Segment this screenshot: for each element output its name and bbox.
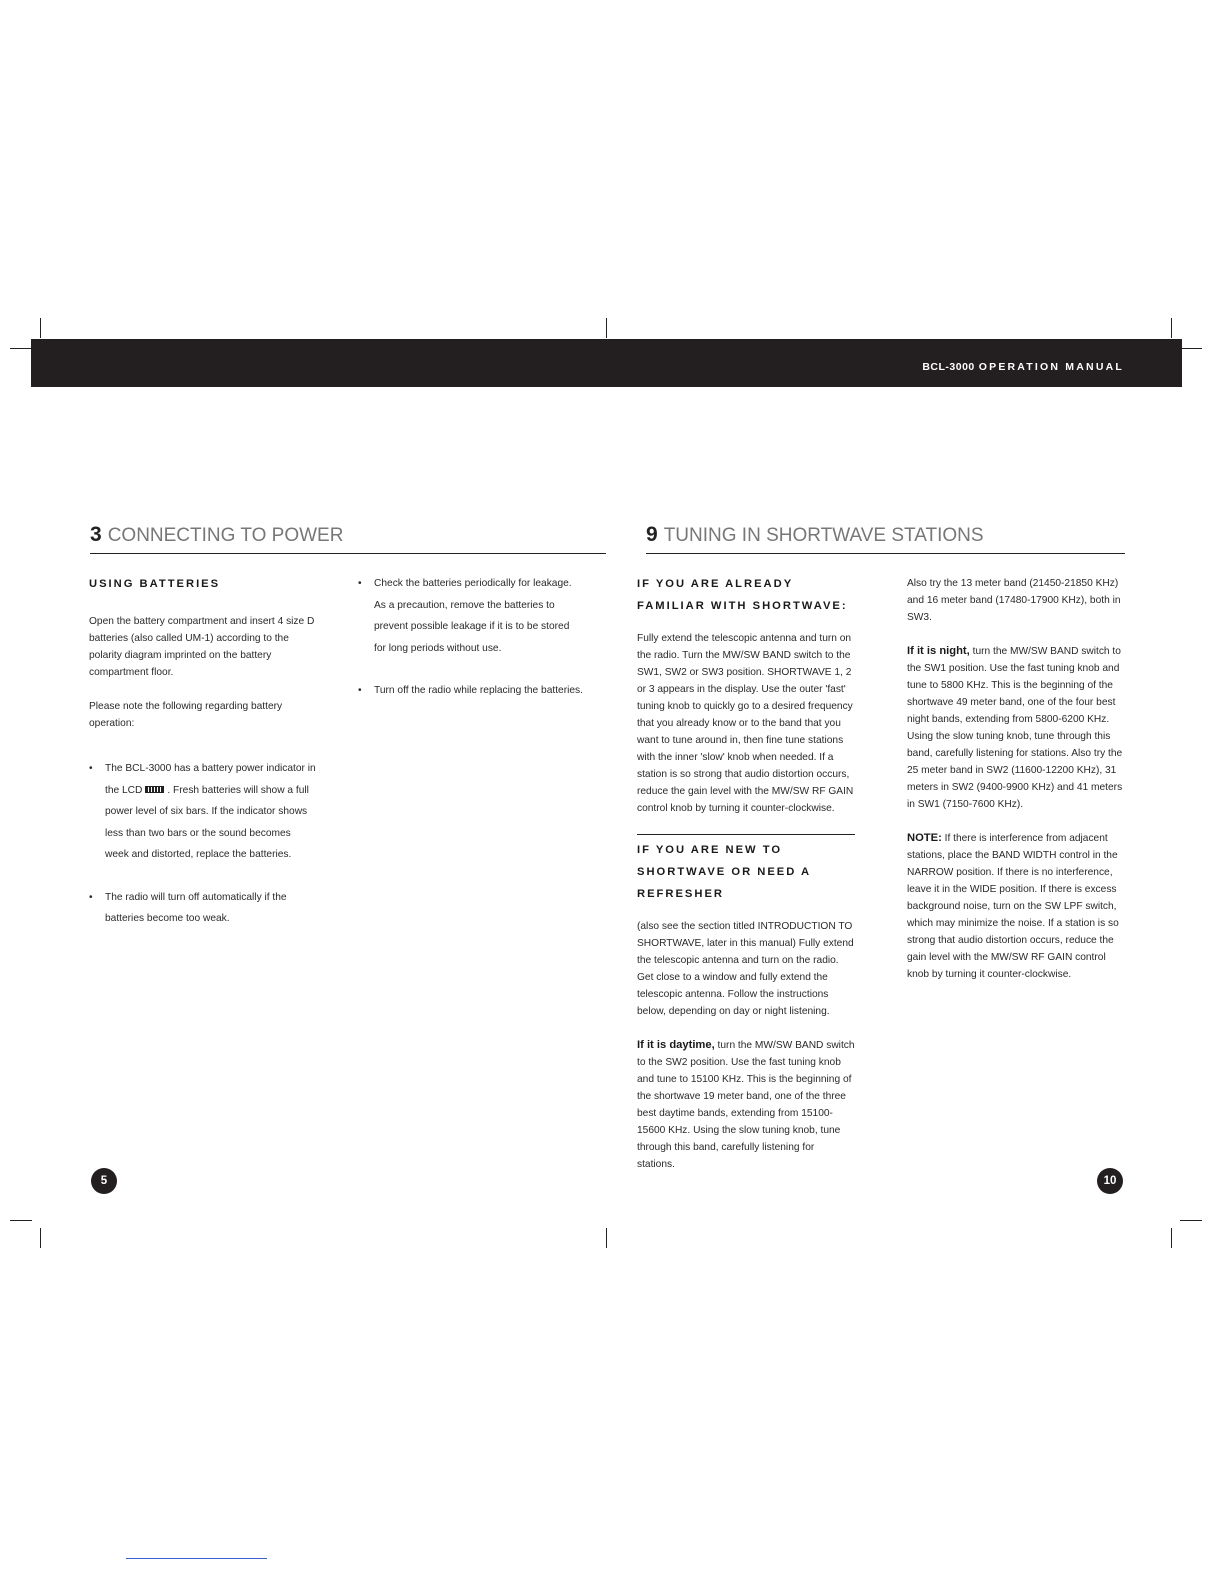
subheading-batteries: USING BATTERIES bbox=[89, 578, 221, 590]
list-item bbox=[89, 758, 317, 866]
list-item bbox=[89, 887, 317, 930]
bullet-text: The BCL-3000 has a battery power indicator in the LCD bbox=[105, 763, 316, 796]
section-heading-power bbox=[90, 522, 606, 554]
familiar-paragraph: Fully extend the telescopic antenna and turn on the radio. Turn the MW/SW BAND switch to the SW1, SW2 or SW3 position. SHORTWAVE 1, 2 or 3 appears in the display. Use the outer 'fast' tuning knob to quickly go to a desired frequency that you already know or to the band that you want to tune around in, then fine tune stations with the inner 'slow' knob when needed. If a station is so strong that audio distortion occurs, reduce the gain level with the MW/SW RF GAIN control knob by turning it counter-clockwise. bbox=[637, 633, 854, 814]
header-banner bbox=[31, 339, 1182, 387]
subheading-new: IF YOU ARE NEW TO SHORTWAVE OR NEED A REFRESHER bbox=[637, 844, 811, 900]
note-paragraph bbox=[907, 830, 1125, 983]
daytime-lead: If it is daytime, bbox=[637, 1039, 715, 1051]
daytime-paragraph bbox=[637, 1037, 855, 1173]
crop-mark bbox=[40, 318, 41, 338]
new-paragraph: (also see the section titled INTRODUCTION TO SHORTWAVE, later in this manual) Fully extend the telescopic antenna and turn on the radio. Get close to a window and fully extend the telescopic antenna. Follow the instructions below, depending on day or night listening. bbox=[637, 921, 854, 1017]
section-number: 9 bbox=[646, 523, 658, 546]
bullet-icon: • bbox=[89, 763, 93, 774]
bullet-text: Check the batteries periodically for leakage. As a precaution, remove the batteries to prevent possible leakage if it is to be stored for long periods without use. bbox=[374, 578, 572, 654]
page-number: 5 bbox=[91, 1168, 117, 1194]
battery-indicator-icon bbox=[145, 786, 164, 793]
crop-mark bbox=[606, 318, 607, 338]
link-underline bbox=[126, 1558, 267, 1559]
section-number: 3 bbox=[90, 523, 102, 546]
bullet-text: Turn off the radio while replacing the batteries. bbox=[374, 685, 583, 696]
bullet-text: The radio will turn off automatically if the batteries become too weak. bbox=[105, 891, 287, 924]
section-title: TUNING IN SHORTWAVE STATIONS bbox=[663, 525, 984, 546]
night-lead: If it is night, bbox=[907, 645, 970, 657]
subheading-familiar: IF YOU ARE ALREADY FAMILIAR WITH SHORTWAVE: bbox=[637, 578, 848, 612]
crop-mark bbox=[40, 1228, 41, 1248]
daytime-text: turn the MW/SW BAND switch to the SW2 position. Use the fast tuning knob and tune to 15100 KHz. This is the beginning of the shortwave 19 meter band, one of the three best daytime bands, extending from 15100-15600 KHz. Using the slow tuning knob, tune through this band, carefully listening for stations. bbox=[637, 1040, 855, 1170]
left-column-1 bbox=[89, 573, 317, 930]
list-item bbox=[358, 680, 584, 702]
divider bbox=[637, 834, 855, 835]
page-number: 10 bbox=[1097, 1168, 1123, 1194]
left-column-2 bbox=[358, 573, 584, 702]
right-column-1 bbox=[637, 573, 855, 1173]
crop-mark bbox=[1180, 348, 1202, 349]
list-item bbox=[358, 573, 584, 659]
crop-mark bbox=[10, 1220, 32, 1221]
crop-mark bbox=[10, 348, 32, 349]
batteries-note: Please note the following regarding battery operation: bbox=[89, 701, 283, 729]
model-name: BCL-3000 bbox=[922, 361, 975, 373]
crop-mark bbox=[1171, 1228, 1172, 1248]
note-lead: NOTE: bbox=[907, 832, 942, 844]
crop-mark bbox=[606, 1228, 607, 1248]
daytime-extra: Also try the 13 meter band (21450-21850 KHz) and 16 meter band (17480-17900 KHz), both in SW3. bbox=[907, 578, 1121, 623]
bullet-icon: • bbox=[358, 578, 362, 589]
manual-title bbox=[922, 361, 1124, 373]
manual-label: OPERATION MANUAL bbox=[978, 361, 1124, 373]
bullet-text: . Fresh batteries will show a full power level of six bars. If the indicator shows less than two bars or the sound becomes week and distorted, replace the batteries. bbox=[105, 784, 309, 860]
batteries-intro: Open the battery compartment and insert 4 size D batteries (also called UM-1) according to the polarity diagram imprinted on the battery compartment floor. bbox=[89, 616, 315, 678]
section-title: CONNECTING TO POWER bbox=[107, 525, 344, 546]
section-heading-shortwave bbox=[646, 522, 1125, 554]
crop-mark bbox=[1180, 1220, 1202, 1221]
night-text: turn the MW/SW BAND switch to the SW1 position. Use the fast tuning knob and tune to 5800 KHz. This is the beginning of the shortwave 49 meter band, one of the four best night bands, extending from 5800-6200 KHz. Using the slow tuning knob, tune through this band, carefully listening for stations. Also try the 25 meter band in SW2 (11600-12200 KHz), 31 meters in SW2 (9400-9900 KHz) and 41 meters in SW1 (7150-7600 KHz). bbox=[907, 646, 1123, 810]
night-paragraph bbox=[907, 643, 1125, 813]
bullet-icon: • bbox=[89, 891, 93, 903]
bullet-icon: • bbox=[358, 685, 362, 696]
note-text: If there is interference from adjacent stations, place the BAND WIDTH control in the NARROW position. If there is no interference, leave it in the WIDE position. If there is excess background noise, turn on the SW LPF switch, which may minimize the noise. If a station is so strong that audio distortion occurs, reduce the gain level with the MW/SW RF GAIN control knob by turning it counter-clockwise. bbox=[907, 833, 1119, 980]
right-column-2 bbox=[907, 575, 1125, 983]
crop-mark bbox=[1171, 318, 1172, 338]
